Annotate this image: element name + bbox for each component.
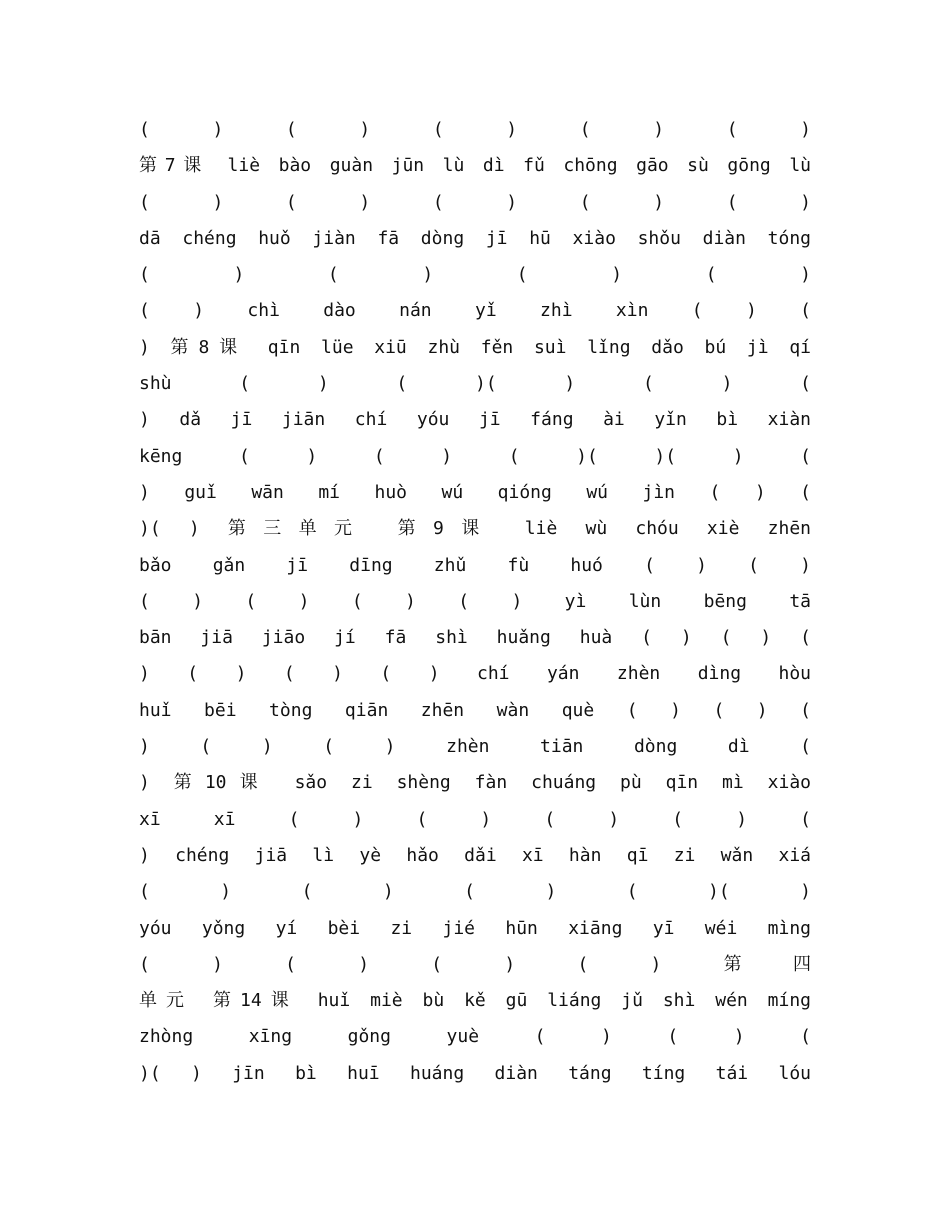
worksheet-text: [139, 112, 811, 1092]
text-line: ) ( ) ( ) ( ) chí yán zhèn dìng hòu: [139, 663, 811, 685]
text-line: dā chéng huǒ jiàn fā dòng jī hū xiào shǒu diàn tóng: [139, 227, 811, 249]
text-line: ) chéng jiā lì yè hǎo dǎi xī hàn qī zi wǎn xiá: [139, 844, 811, 866]
text-line: 第7课 liè bào guàn jūn lù dì fǔ chōng gāo sù gōng lù: [139, 155, 811, 177]
text-line: ( ) ( ) ( ) ( )( ): [139, 881, 811, 903]
text-line: yóu yǒng yí bèi zi jié hūn xiāng yī wéi mìng: [139, 917, 811, 939]
text-line: ( ) ( ) ( ) ( ) yì lùn bēng tā: [139, 590, 811, 612]
text-line: ( ) ( ) ( ) ( ) 第四: [139, 953, 811, 975]
text-line: ( ) ( ) ( ) ( ): [139, 264, 811, 286]
text-line: bǎo gǎn jī dīng zhǔ fù huó ( ) ( ): [139, 554, 811, 576]
text-line: 单元 第14课 huǐ miè bù kě gū liáng jǔ shì wén míng: [139, 990, 811, 1012]
text-line: ) 第10课 sǎo zi shèng fàn chuáng pù qīn mì xiào: [139, 772, 811, 794]
text-line: huǐ bēi tòng qiān zhēn wàn què ( ) ( ) (: [139, 699, 811, 721]
text-line: )( ) jīn bì huī huáng diàn táng tíng tái lóu: [139, 1062, 811, 1084]
text-line: shù ( ) ( )( ) ( ) (: [139, 373, 811, 395]
text-line: ) guǐ wān mí huò wú qióng wú jìn ( ) (: [139, 481, 811, 503]
text-line: kēng ( ) ( ) ( )( )( ) (: [139, 445, 811, 467]
text-line: ( ) chì dào nán yǐ zhì xìn ( ) (: [139, 300, 811, 322]
text-line: ) dǎ jī jiān chí yóu jī fáng ài yǐn bì xiàn: [139, 409, 811, 431]
text-line: ( ) ( ) ( ) ( ) ( ): [139, 119, 811, 140]
text-line: )( ) 第三单元 第9课 liè wù chóu xiè zhēn: [139, 518, 811, 540]
text-line: ( ) ( ) ( ) ( ) ( ): [139, 191, 811, 213]
text-line: ) ( ) ( ) zhèn tiān dòng dì (: [139, 736, 811, 758]
text-line: zhòng xīng gǒng yuè ( ) ( ) (: [139, 1026, 811, 1048]
text-line: ) 第8课 qīn lüe xiū zhù fěn suì lǐng dǎo bú jì qí: [139, 336, 811, 358]
text-line: xī xī ( ) ( ) ( ) ( ) (: [139, 808, 811, 830]
text-line: bān jiā jiāo jí fā shì huǎng huà ( ) ( ) (: [139, 627, 811, 649]
